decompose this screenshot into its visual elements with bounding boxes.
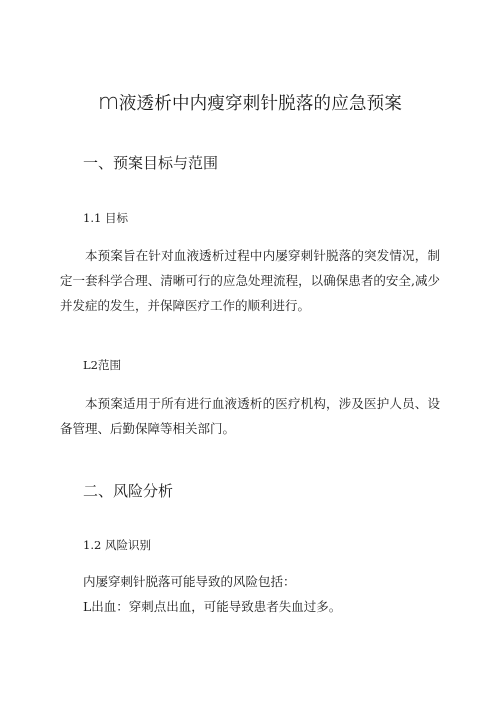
document-title-text: 液透析中内瘦穿刺针脱落的应急预案 <box>118 94 403 114</box>
subsection-heading-goal: 1.1 目标 <box>83 211 128 225</box>
section-heading-goals-scope: 一、预案目标与范围 <box>83 154 219 172</box>
document-title <box>0 90 500 115</box>
paragraph-goal: 本预案旨在针对血液透析过程中内屡穿刺针脱落的突发情况，制定一套科学合理、清晰可行的应急处理流程，以确保患者的安全,减少并发症的发生，并保障医疗工作的顺利进行。 <box>60 248 440 313</box>
risk-list-item: L出血：穿刺点出血，可能导致患者失血过多。 <box>83 599 342 614</box>
paragraph-scope: 本预案适用于所有进行血液透析的医疗机构，涉及医护人员、设备管理、后勤保障等相关部门。 <box>60 396 440 436</box>
risk-intro-text: 内屡穿刺针脱落可能导致的风险包括： <box>83 574 296 589</box>
subsection-heading-scope: L2范围 <box>83 358 121 372</box>
document-title-lead: m <box>97 90 119 115</box>
subsection-heading-risk-identification: 1.2 风险识别 <box>83 538 151 552</box>
section-heading-risk-analysis: 二、风险分析 <box>83 482 174 500</box>
